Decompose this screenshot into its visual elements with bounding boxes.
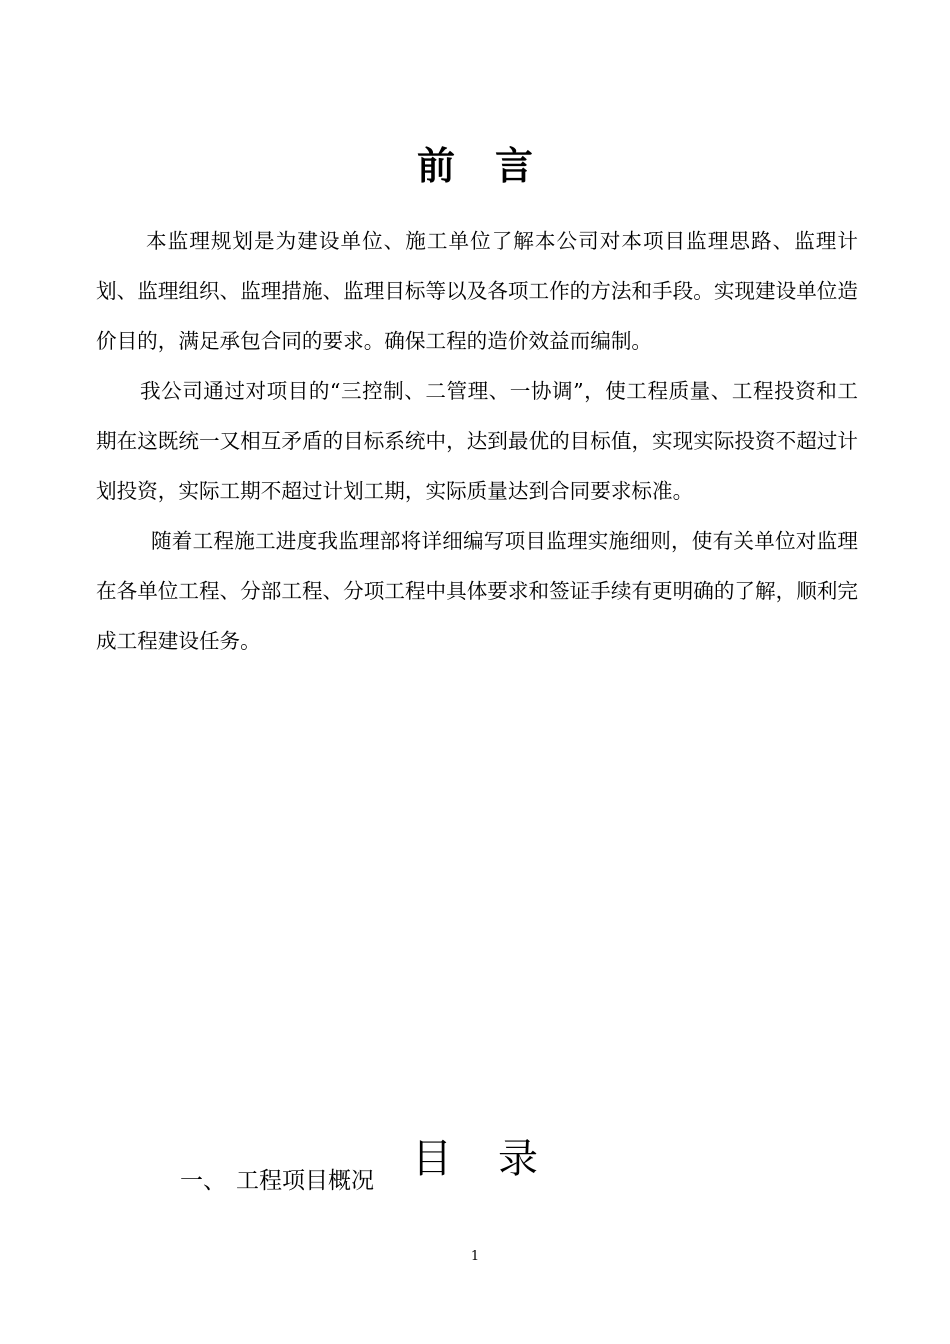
toc-item: [180, 1163, 374, 1199]
preface-title: 前言: [416, 143, 573, 189]
preface-paragraph-1: 本监理规划是为建设单位、施工单位了解本公司对本项目监理思路、监理计划、监理组织、监理措施、监理目标等以及各项工作的方法和手段。实现建设单位造价目的，满足承包合同的要求。确保工程的造价效益而编制。: [96, 229, 858, 353]
toc-title: 目录: [412, 1136, 584, 1183]
toc-item-label: 工程项目概况: [236, 1168, 374, 1194]
preface-body: [96, 216, 858, 666]
page-number: 1: [470, 1249, 480, 1264]
preface-paragraph-2: 我公司通过对项目的“三控制、二管理、一协调”，使工程质量、工程投资和工期在这既统一又相互矛盾的目标系统中，达到最优的目标值，实现实际投资不超过计划投资，实际工期不超过计划工期，实际质量达到合同要求标准。: [96, 379, 858, 503]
toc-item-number: 一、: [180, 1168, 226, 1194]
preface-paragraph-3: 随着工程施工进度我监理部将详细编写项目监理实施细则，使有关单位对监理在各单位工程、分部工程、分项工程中具体要求和签证手续有更明确的了解，顺利完成工程建设任务。: [96, 529, 858, 653]
